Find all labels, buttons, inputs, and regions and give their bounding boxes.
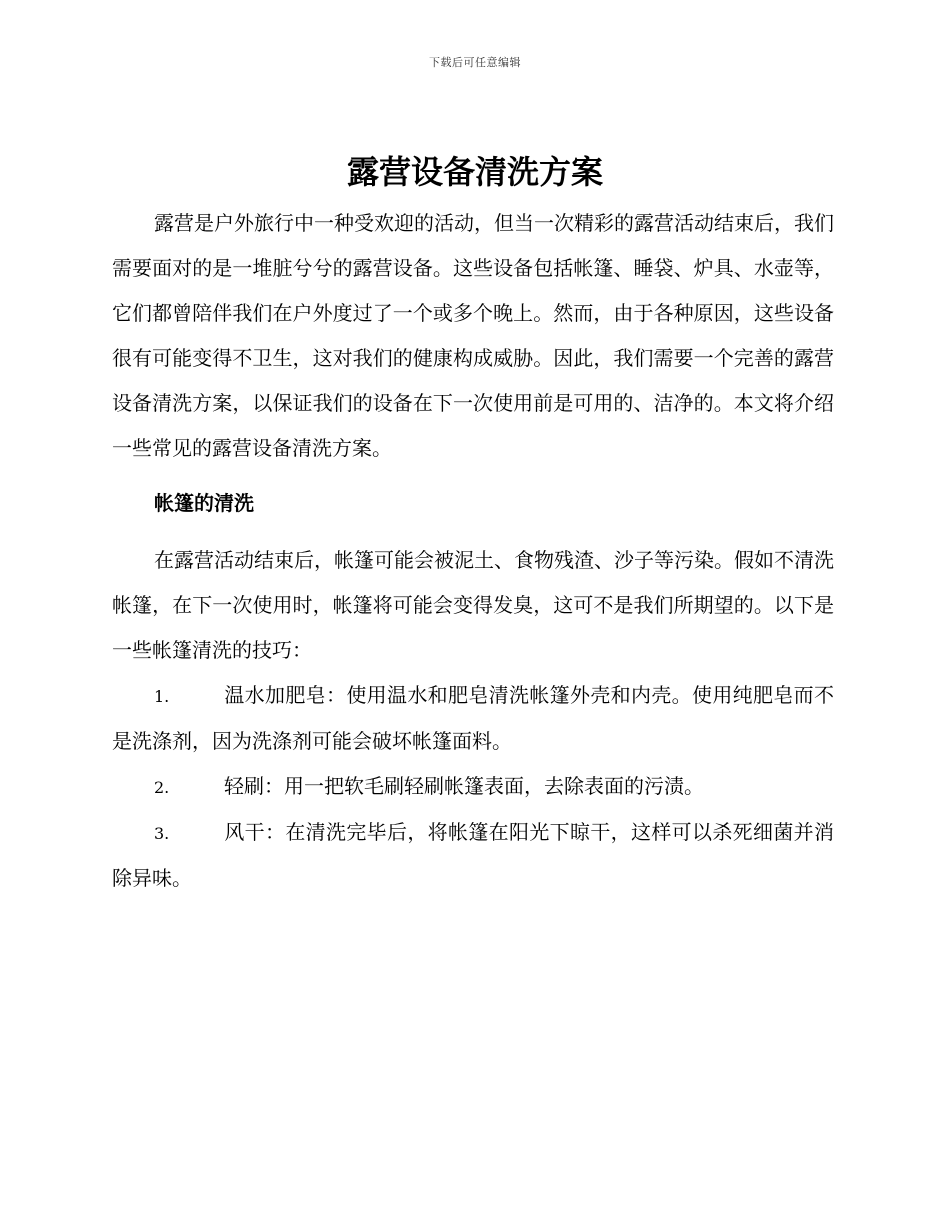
list-item: [112, 673, 834, 764]
section-heading-tent: 帐篷的清洗: [154, 491, 254, 515]
list-number: 2.: [154, 778, 170, 797]
list-text: 风干：在清洗完毕后，将帐篷在阳光下晾干，这样可以杀死细菌并消除异味。: [112, 820, 834, 890]
section-paragraph: 在露营活动结束后，帐篷可能会被泥土、食物残渣、沙子等污染。假如不清洗帐篷，在下一次使用时，帐篷将可能会变得发臭，这可不是我们所期望的。以下是一些帐篷清洗的技巧：: [112, 548, 834, 662]
list-text: 轻刷：用一把软毛刷轻刷帐篷表面，去除表面的污渍。: [224, 774, 704, 798]
list-number: 1.: [154, 687, 170, 706]
list-text: 温水加肥皂：使用温水和肥皂清洗帐篷外壳和内壳。使用纯肥皂而不是洗涤剂，因为洗涤剂可能会破坏帐篷面料。: [112, 683, 834, 753]
document-body: [112, 201, 834, 901]
document-title: 露营设备清洗方案: [346, 153, 603, 191]
header-note: 下载后可任意编辑: [429, 56, 521, 69]
list-item: [112, 764, 834, 810]
list-item: [112, 810, 834, 901]
intro-paragraph: 露营是户外旅行中一种受欢迎的活动，但当一次精彩的露营活动结束后，我们需要面对的是一堆脏兮兮的露营设备。这些设备包括帐篷、睡袋、炉具、水壶等，它们都曾陪伴我们在户外度过了一个或多个晚上。然而，由于各种原因，这些设备很有可能变得不卫生，这对我们的健康构成威胁。因此，我们需要一个完善的露营设备清洗方案，以保证我们的设备在下一次使用前是可用的、洁净的。本文将介绍一些常见的露营设备清洗方案。: [112, 211, 834, 460]
list-number: 3.: [154, 824, 170, 843]
